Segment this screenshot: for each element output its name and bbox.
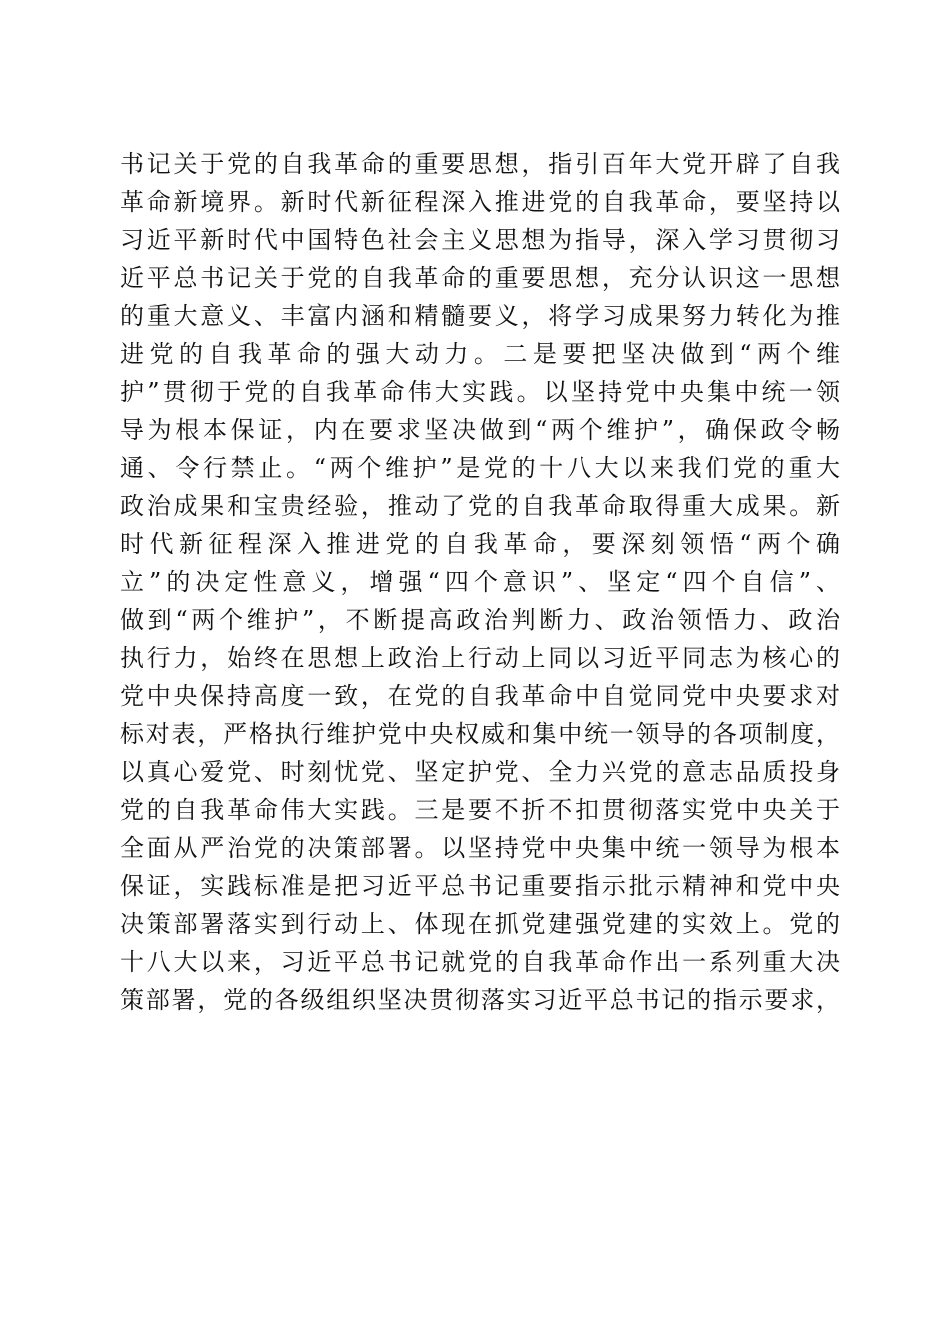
text-line: 全面从严治党的决策部署。以坚持党中央集中统一领导为根本 — [120, 834, 840, 862]
text-line: 革命新境界。新时代新征程深入推进党的自我革命，要坚持以 — [120, 188, 840, 216]
text-line: 的重大意义、丰富内涵和精髓要义，将学习成果努力转化为推 — [120, 302, 840, 330]
text-line: 做到“两个维护”，不断提高政治判断力、政治领悟力、政治 — [120, 606, 840, 634]
text-line: 标对表，严格执行维护党中央权威和集中统一领导的各项制度， — [120, 720, 840, 748]
text-line: 保证，实践标准是把习近平总书记重要指示批示精神和党中央 — [120, 872, 840, 900]
body-paragraph — [120, 145, 840, 1019]
text-line: 以真心爱党、时刻忧党、坚定护党、全力兴党的意志品质投身 — [120, 758, 840, 786]
text-line: 党的自我革命伟大实践。三是要不折不扣贯彻落实党中央关于 — [120, 796, 840, 824]
text-line: 立”的决定性意义，增强“四个意识”、坚定“四个自信”、 — [120, 568, 840, 596]
text-line: 进党的自我革命的强大动力。二是要把坚决做到“两个维 — [120, 340, 840, 368]
text-line: 通、令行禁止。“两个维护”是党的十八大以来我们党的重大 — [120, 454, 840, 482]
text-line: 近平总书记关于党的自我革命的重要思想，充分认识这一思想 — [120, 264, 840, 292]
text-line: 十八大以来，习近平总书记就党的自我革命作出一系列重大决 — [120, 948, 840, 976]
text-line: 策部署，党的各级组织坚决贯彻落实习近平总书记的指示要求， — [120, 986, 840, 1014]
text-line: 政治成果和宝贵经验，推动了党的自我革命取得重大成果。新 — [120, 492, 840, 520]
text-line: 执行力，始终在思想上政治上行动上同以习近平同志为核心的 — [120, 644, 840, 672]
text-line: 导为根本保证，内在要求坚决做到“两个维护”，确保政令畅 — [120, 416, 840, 444]
text-line: 时代新征程深入推进党的自我革命，要深刻领悟“两个确 — [120, 530, 840, 558]
text-line: 党中央保持高度一致，在党的自我革命中自觉同党中央要求对 — [120, 682, 840, 710]
text-line: 习近平新时代中国特色社会主义思想为指导，深入学习贯彻习 — [120, 226, 840, 254]
text-line: 护”贯彻于党的自我革命伟大实践。以坚持党中央集中统一领 — [120, 378, 840, 406]
text-line: 决策部署落实到行动上、体现在抓党建强党建的实效上。党的 — [120, 910, 840, 938]
text-line: 书记关于党的自我革命的重要思想，指引百年大党开辟了自我 — [120, 150, 840, 178]
